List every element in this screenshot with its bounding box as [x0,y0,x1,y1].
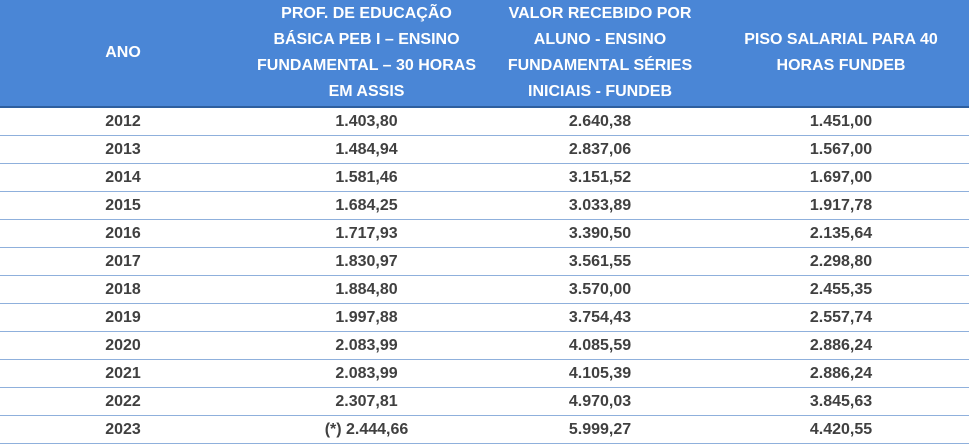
cell-salary-floor: 1.451,00 [713,107,969,136]
cell-year: 2013 [0,136,246,164]
cell-value-per-student: 4.085,59 [487,332,713,360]
cell-value-per-student: 4.970,03 [487,388,713,416]
cell-value-per-student: 4.105,39 [487,360,713,388]
table-row [0,136,969,164]
cell-teacher-salary: (*) 2.444,66 [246,416,487,444]
cell-value-per-student: 2.837,06 [487,136,713,164]
cell-salary-floor: 3.845,63 [713,388,969,416]
cell-year: 2018 [0,276,246,304]
cell-value-per-student: 3.561,55 [487,248,713,276]
cell-value-per-student: 5.999,27 [487,416,713,444]
cell-teacher-salary: 1.717,93 [246,220,487,248]
cell-teacher-salary: 1.403,80 [246,107,487,136]
cell-salary-floor: 2.886,24 [713,360,969,388]
cell-teacher-salary: 1.581,46 [246,164,487,192]
table-row [0,304,969,332]
table-row [0,332,969,360]
cell-teacher-salary: 2.083,99 [246,332,487,360]
cell-year: 2022 [0,388,246,416]
cell-value-per-student: 3.754,43 [487,304,713,332]
header-row [0,0,969,107]
cell-value-per-student: 3.570,00 [487,276,713,304]
cell-salary-floor: 1.697,00 [713,164,969,192]
cell-salary-floor: 2.135,64 [713,220,969,248]
cell-year: 2023 [0,416,246,444]
table-body [0,107,969,444]
cell-value-per-student: 3.151,52 [487,164,713,192]
cell-year: 2016 [0,220,246,248]
table-row [0,388,969,416]
cell-salary-floor: 1.567,00 [713,136,969,164]
cell-salary-floor: 2.557,74 [713,304,969,332]
cell-year: 2020 [0,332,246,360]
cell-value-per-student: 2.640,38 [487,107,713,136]
table-row [0,164,969,192]
table-row [0,192,969,220]
table-row [0,416,969,444]
cell-value-per-student: 3.033,89 [487,192,713,220]
table-row [0,220,969,248]
cell-year: 2017 [0,248,246,276]
cell-salary-floor: 2.886,24 [713,332,969,360]
cell-year: 2019 [0,304,246,332]
cell-year: 2021 [0,360,246,388]
cell-year: 2014 [0,164,246,192]
cell-teacher-salary: 1.884,80 [246,276,487,304]
header-teacher-salary-assis: PROF. DE EDUCAÇÃO BÁSICA PEB I – ENSINO FUNDAMENTAL – 30 HORAS EM ASSIS [246,0,487,107]
cell-teacher-salary: 2.307,81 [246,388,487,416]
table-row [0,107,969,136]
table-row [0,248,969,276]
cell-year: 2012 [0,107,246,136]
cell-salary-floor: 1.917,78 [713,192,969,220]
header-salary-floor-40h: PISO SALARIAL PARA 40 HORAS FUNDEB [713,0,969,107]
cell-teacher-salary: 1.997,88 [246,304,487,332]
cell-value-per-student: 3.390,50 [487,220,713,248]
header-value-per-student: VALOR RECEBIDO POR ALUNO - ENSINO FUNDAMENTAL SÉRIES INICIAIS - FUNDEB [487,0,713,107]
header-year: ANO [0,0,246,107]
cell-teacher-salary: 1.484,94 [246,136,487,164]
table-row [0,276,969,304]
cell-teacher-salary: 1.830,97 [246,248,487,276]
cell-year: 2015 [0,192,246,220]
table-row [0,360,969,388]
cell-teacher-salary: 1.684,25 [246,192,487,220]
cell-salary-floor: 2.298,80 [713,248,969,276]
cell-salary-floor: 2.455,35 [713,276,969,304]
table-header [0,0,969,107]
cell-salary-floor: 4.420,55 [713,416,969,444]
cell-teacher-salary: 2.083,99 [246,360,487,388]
